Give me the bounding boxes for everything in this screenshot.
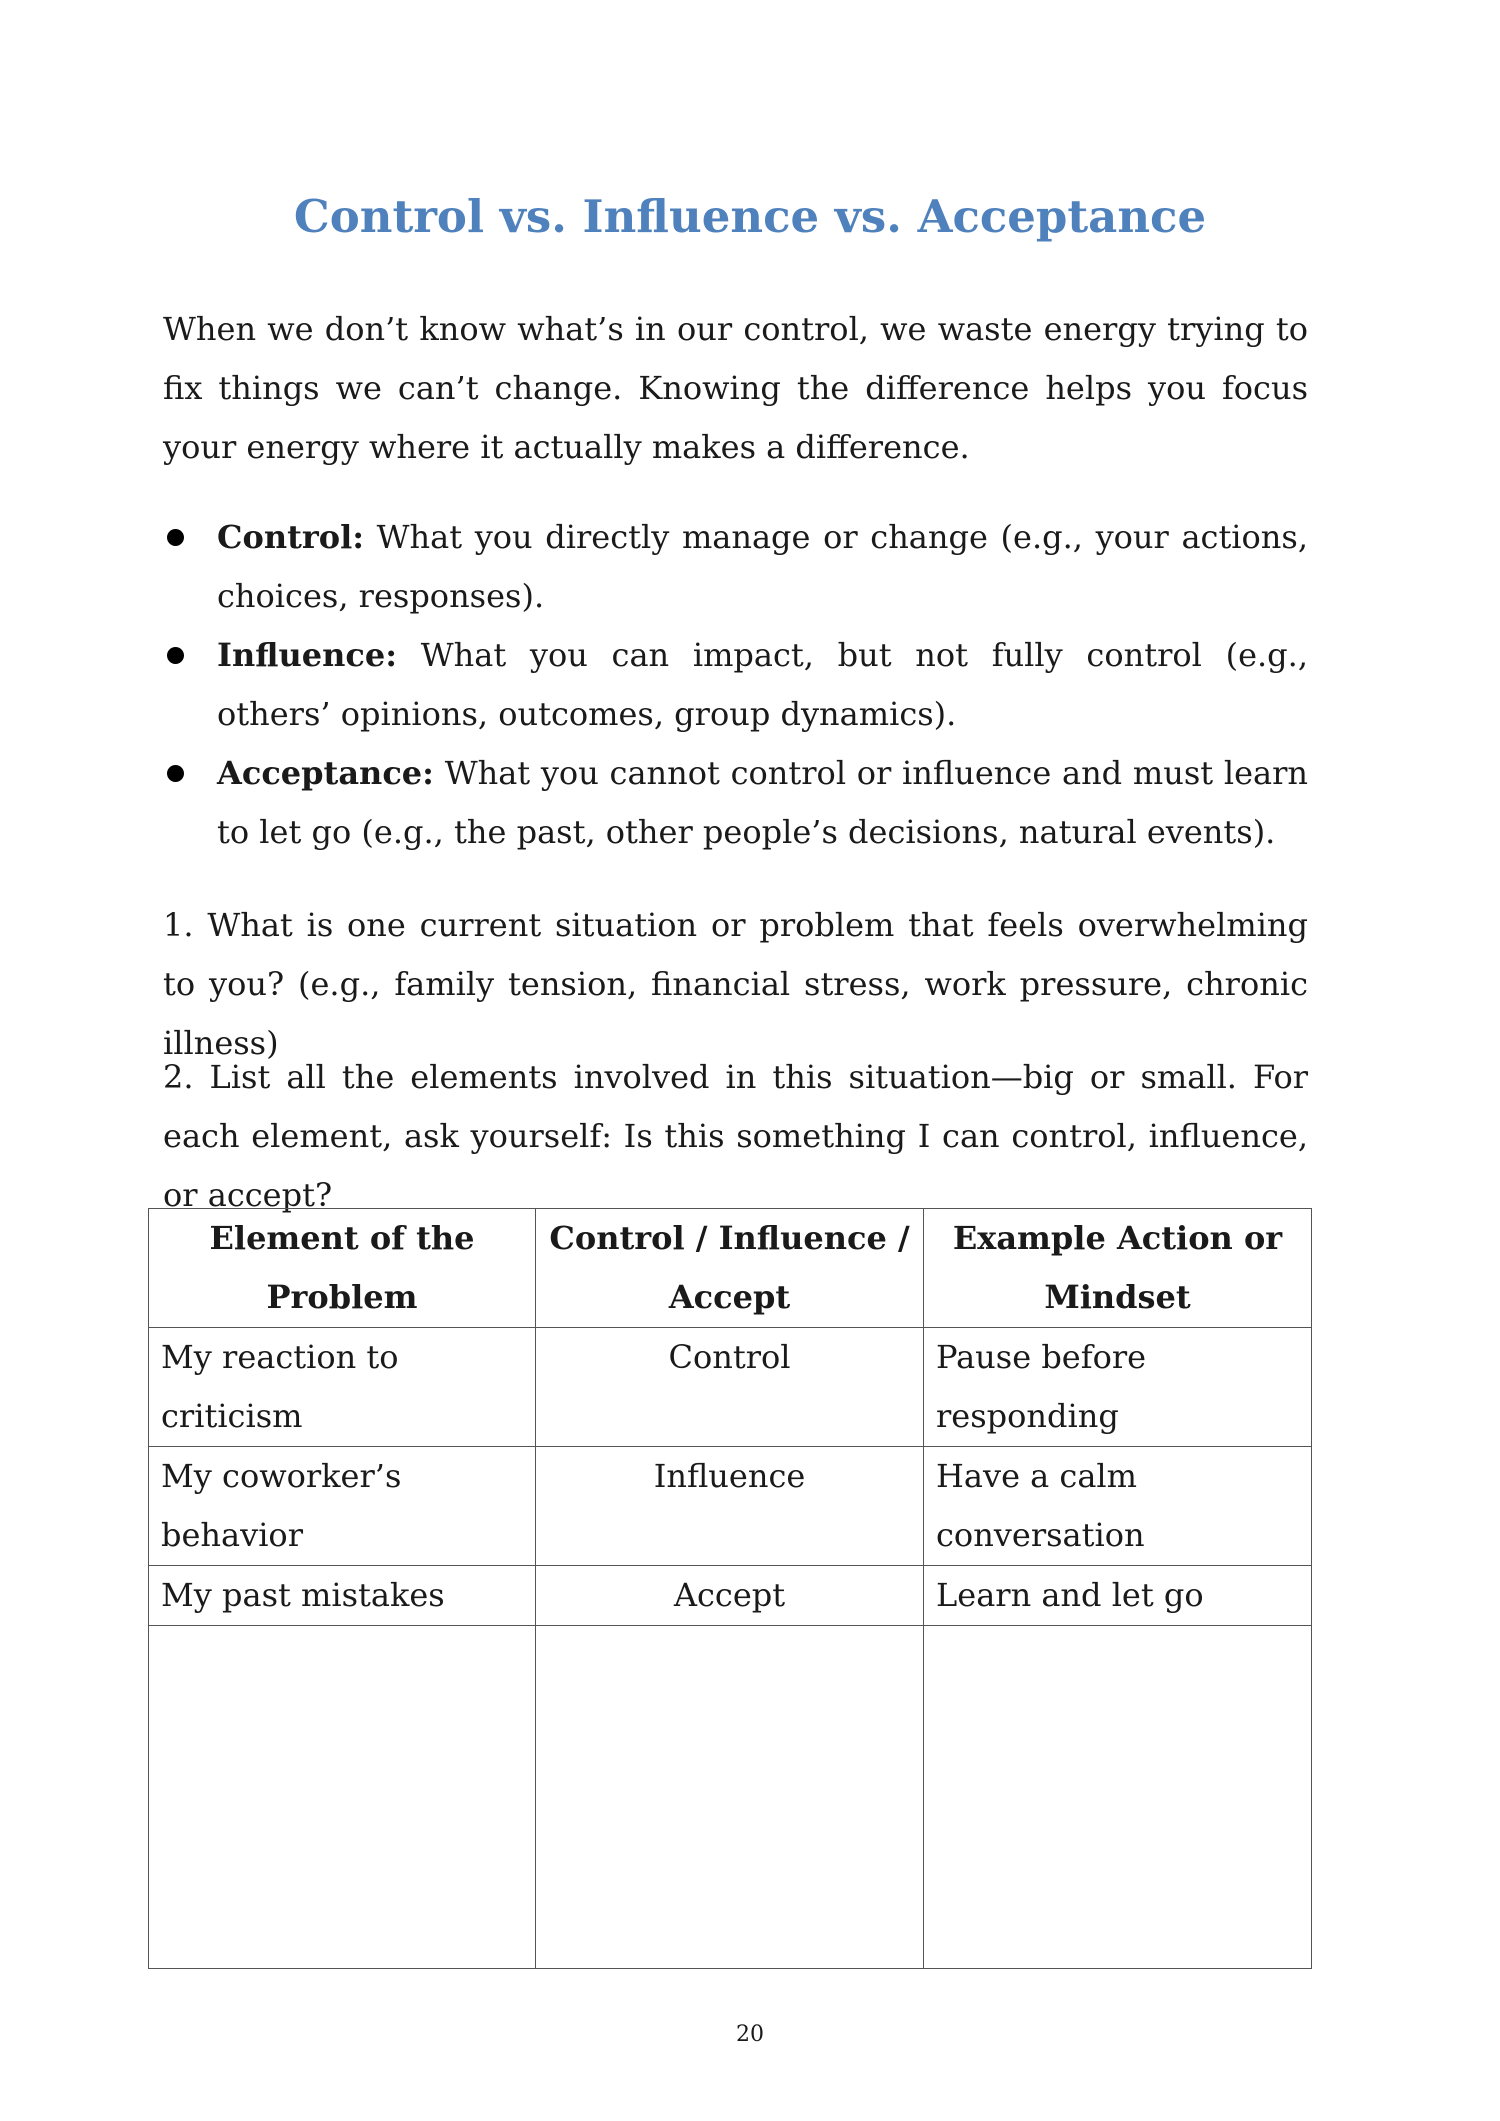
bullet-text: What you can impact, but not fully control (e.g., others’ opinions, outcomes, group dynamics).	[217, 636, 1308, 733]
bullet-text: What you directly manage or change (e.g., your actions, choices, responses).	[217, 518, 1308, 615]
worksheet-table	[148, 1208, 1312, 1969]
bullet-icon	[167, 765, 184, 782]
bullet-text: What you cannot control or influence and must learn to let go (e.g., the past, other people’s decisions, natural events).	[217, 754, 1308, 851]
table-cell-category: Control	[536, 1328, 924, 1447]
table-cell-element: My reaction to criticism	[149, 1328, 536, 1447]
table-cell-blank[interactable]	[924, 1626, 1312, 1969]
table-cell-blank[interactable]	[149, 1626, 536, 1969]
table-row	[149, 1566, 1312, 1626]
table-cell-category: Influence	[536, 1447, 924, 1566]
header-action: Example Action or Mindset	[924, 1209, 1312, 1328]
table-cell-element: My past mistakes	[149, 1566, 536, 1626]
table-cell-action: Pause before responding	[924, 1328, 1312, 1447]
question-2: 2. List all the elements involved in this situation—big or small. For each element, ask yourself: Is this something I can control, influence, or accept?	[163, 1058, 1308, 1214]
bullet-term: Influence:	[217, 636, 398, 674]
table-cell-blank[interactable]	[536, 1626, 924, 1969]
bullet-icon	[167, 529, 184, 546]
header-element: Element of the Problem	[149, 1209, 536, 1328]
definition-list	[163, 508, 1308, 862]
table-row	[149, 1328, 1312, 1447]
bullet-term: Control:	[217, 518, 365, 556]
page-number: 20	[736, 2022, 764, 2047]
header-category: Control / Influence / Accept	[536, 1209, 924, 1328]
table-row	[149, 1447, 1312, 1566]
bullet-acceptance	[163, 744, 1308, 862]
table-header-row	[149, 1209, 1312, 1328]
table-cell-element: My coworker’s behavior	[149, 1447, 536, 1566]
bullet-influence	[163, 626, 1308, 744]
bullet-control	[163, 508, 1308, 626]
bullet-icon	[167, 647, 184, 664]
intro-paragraph: When we don’t know what’s in our control, we waste energy trying to fix things we can’t change. Knowing the difference helps you focus your energy where it actually makes a difference.	[163, 310, 1308, 466]
bullet-term: Acceptance:	[217, 754, 434, 792]
table-row-blank	[149, 1626, 1312, 1969]
table-cell-category: Accept	[536, 1566, 924, 1626]
table-cell-action: Have a calm conversation	[924, 1447, 1312, 1566]
table-cell-action: Learn and let go	[924, 1566, 1312, 1626]
question-1: 1. What is one current situation or problem that feels overwhelming to you? (e.g., family tension, financial stress, work pressure, chronic illness)	[163, 906, 1308, 1062]
page-title: Control vs. Influence vs. Acceptance	[293, 190, 1207, 243]
